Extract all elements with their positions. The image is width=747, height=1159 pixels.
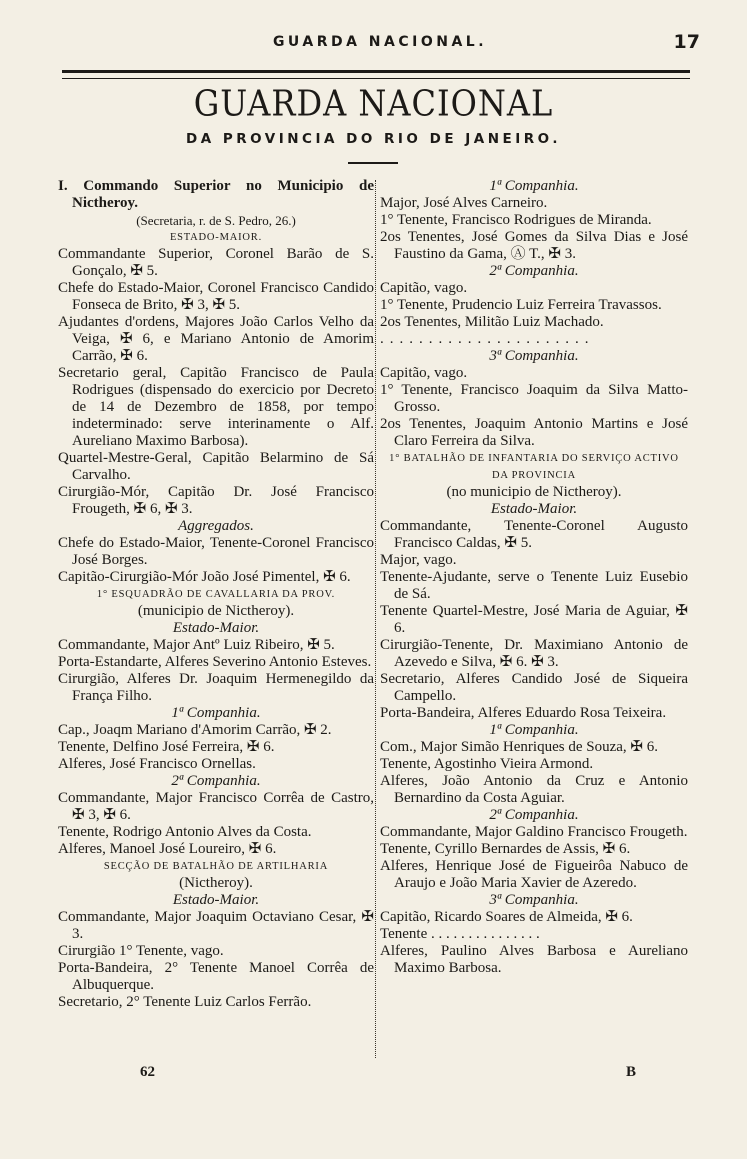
entry-26: Tenente, Agostinho Vieira Armond. xyxy=(380,756,594,772)
section-note-15: (no municipio de Nictheroy). xyxy=(446,484,622,500)
section-heading-19: 1ª Companhia. xyxy=(171,705,261,721)
entry-8: Quartel-Mestre-Geral, Capitão Belarmino de Sá Carvalho. xyxy=(58,450,374,483)
entry-35: Alferes, Paulino Alves Barbosa e Aureliano Maximo Barbosa. xyxy=(380,943,688,976)
entry-29: Commandante, Major Galdino Francisco Frougeth. xyxy=(380,824,688,840)
entry-7: Secretario geral, Capitão Francisco de Paula Rodrigues (dispensado do exercicio por Decreto de 14 de Dezembro de 1858, por tempo indeterminado: serve interinamente o Alf. Aureliano Maximo Barbosa). xyxy=(58,365,374,449)
section-heading-15: Estado-Maior. xyxy=(172,620,260,636)
entry-25: Com., Major Simão Henriques de Souza, ✠ 6. xyxy=(380,739,658,755)
section-heading-16: Estado-Maior. xyxy=(490,501,578,517)
entry-23: Porta-Bandeira, Alferes Eduardo Rosa Teixeira. xyxy=(380,705,667,721)
section-heading-23: 2ª Companhia. xyxy=(171,773,261,789)
unit-heading-3: ESTADO-MAIOR. xyxy=(169,232,263,243)
entry-20: Tenente Quartel-Mestre, José Maria de Aguiar, ✠ 6. xyxy=(380,603,688,636)
entry-6: Ajudantes d'ordens, Majores João Carlos Velho da Veiga, ✠ 6, e Mariano Antonio de Amorim Carrão, ✠ 6. xyxy=(58,314,374,364)
entry-2: Major, José Alves Carneiro. xyxy=(380,195,548,211)
entry-16: Commandante, Major Antº Luiz Ribeiro, ✠ 5. xyxy=(58,637,335,653)
entry-27: Alferes, João Antonio da Cruz e Antonio Bernardino da Costa Aguiar. xyxy=(380,773,688,806)
entry-30: Commandante, Major Joaquim Octaviano Cesar, ✠ 3. xyxy=(58,909,374,942)
entry-6: Capitão, vago. xyxy=(380,280,468,296)
header-rule xyxy=(62,70,690,79)
entry-1: I. Commando Superior no Municipio de Nictheroy. xyxy=(58,178,374,211)
entry-11: Chefe do Estado-Maior, Tenente-Coronel Francisco José Borges. xyxy=(58,535,374,568)
entry-18: Cirurgião, Alferes Dr. Joaquim Hermenegildo da França Filho. xyxy=(58,671,374,704)
entry-26: Alferes, Manoel José Loureiro, ✠ 6. xyxy=(58,841,277,857)
section-note-14: (municipio de Nictheroy). xyxy=(137,603,295,619)
entry-21: Tenente, Delfino José Ferreira, ✠ 6. xyxy=(58,739,275,755)
unit-heading-14: 1° BATALHÃO DE INFANTARIA DO SERVIÇO ACTIVO DA PROVINCIA xyxy=(389,453,679,481)
entry-21: Cirurgião-Tenente, Dr. Maximiano Antonio de Azevedo e Silva, ✠ 6. ✠ 3. xyxy=(380,637,688,670)
entry-12: 1° Tenente, Francisco Joaquim da Silva Matto-Grosso. xyxy=(380,382,688,415)
entry-9: Cirurgião-Mór, Capitão Dr. José Francisco Frougeth, ✠ 6, ✠ 3. xyxy=(58,484,374,517)
entry-33: Secretario, 2° Tenente Luiz Carlos Ferrão. xyxy=(58,994,312,1010)
entry-31: Cirurgião 1° Tenente, vago. xyxy=(58,943,224,959)
omission-dots-9: ...................... xyxy=(380,331,595,347)
entry-24: Commandante, Major Francisco Corrêa de Castro, ✠ 3, ✠ 6. xyxy=(58,790,374,823)
column-divider xyxy=(375,180,376,1058)
section-heading-32: 3ª Companhia. xyxy=(489,892,579,908)
entry-31: Alferes, Henrique José de Figueirôa Nabuco de Araujo e João Maria Xavier de Azeredo. xyxy=(380,858,688,891)
section-heading-5: 2ª Companhia. xyxy=(489,263,579,279)
entry-34: Tenente . . . . . . . . . . . . . . . xyxy=(380,926,540,942)
entry-18: Major, vago. xyxy=(380,552,457,568)
entry-33: Capitão, Ricardo Soares de Almeida, ✠ 6. xyxy=(380,909,633,925)
entry-8: 2os Tenentes, Militão Luiz Machado. xyxy=(380,314,604,330)
section-note-28: (Nictheroy). xyxy=(179,875,253,891)
entry-19: Tenente-Ajudante, serve o Tenente Luiz Eusebio de Sá. xyxy=(380,569,688,602)
address-note-2: (Secretaria, r. de S. Pedro, 26.) xyxy=(136,213,296,228)
entry-13: 2os Tenentes, Joaquim Antonio Martins e José Claro Ferreira da Silva. xyxy=(380,416,688,449)
entry-20: Cap., Joaqm Mariano d'Amorim Carrão, ✠ 2. xyxy=(58,722,332,738)
title-rule xyxy=(348,162,398,164)
entry-17: Commandante, Tenente-Coronel Augusto Francisco Caldas, ✠ 5. xyxy=(380,518,688,551)
entry-5: Chefe do Estado-Maior, Coronel Francisco Candido Fonseca de Brito, ✠ 3, ✠ 5. xyxy=(58,280,374,313)
running-head xyxy=(60,31,700,56)
section-heading-1: 1ª Companhia. xyxy=(489,178,579,194)
unit-heading-27: SECÇÃO DE BATALHÃO DE ARTILHARIA xyxy=(103,861,329,872)
entry-4: Commandante Superior, Coronel Barão de S. Gonçalo, ✠ 5. xyxy=(58,246,374,279)
entry-32: Porta-Bandeira, 2° Tenente Manoel Corrêa de Albuquerque. xyxy=(58,960,374,993)
entry-7: 1° Tenente, Prudencio Luiz Ferreira Travassos. xyxy=(380,297,662,313)
signature-mark-left: 62 xyxy=(140,1064,155,1080)
entry-30: Tenente, Cyrillo Bernardes de Assis, ✠ 6. xyxy=(380,841,631,857)
unit-heading-13: 1° ESQUADRÃO DE CAVALLARIA DA PROV. xyxy=(96,589,336,600)
entry-22: Alferes, José Francisco Ornellas. xyxy=(58,756,256,772)
entry-22: Secretario, Alferes Candido José de Siqueira Campello. xyxy=(380,671,688,704)
signature-mark-right: B xyxy=(626,1064,637,1080)
entry-12: Capitão-Cirurgião-Mór João José Pimentel, ✠ 6. xyxy=(58,569,351,585)
section-heading-10: 3ª Companhia. xyxy=(489,348,579,364)
section-heading-10: Aggregados. xyxy=(178,518,254,534)
entry-17: Porta-Estandarte, Alferes Severino Antonio Esteves. xyxy=(58,654,372,670)
main-title: GUARDA NACIONAL xyxy=(193,82,554,125)
entry-25: Tenente, Rodrigo Antonio Alves da Costa. xyxy=(58,824,312,840)
subtitle: DA PROVINCIA DO RIO DE JANEIRO. xyxy=(186,131,561,147)
right-column xyxy=(380,178,688,977)
section-heading-29: Estado-Maior. xyxy=(172,892,260,908)
running-title: GUARDA NACIONAL. xyxy=(272,34,488,50)
page-number: 17 xyxy=(673,31,700,53)
section-heading-28: 2ª Companhia. xyxy=(489,807,579,823)
entry-3: 1° Tenente, Francisco Rodrigues de Miranda. xyxy=(380,212,652,228)
entry-11: Capitão, vago. xyxy=(380,365,468,381)
left-column xyxy=(58,178,374,1011)
section-heading-24: 1ª Companhia. xyxy=(489,722,579,738)
entry-4: 2os Tenentes, José Gomes da Silva Dias e José Faustino da Gama, Ⓐ T., ✠ 3. xyxy=(380,229,688,262)
